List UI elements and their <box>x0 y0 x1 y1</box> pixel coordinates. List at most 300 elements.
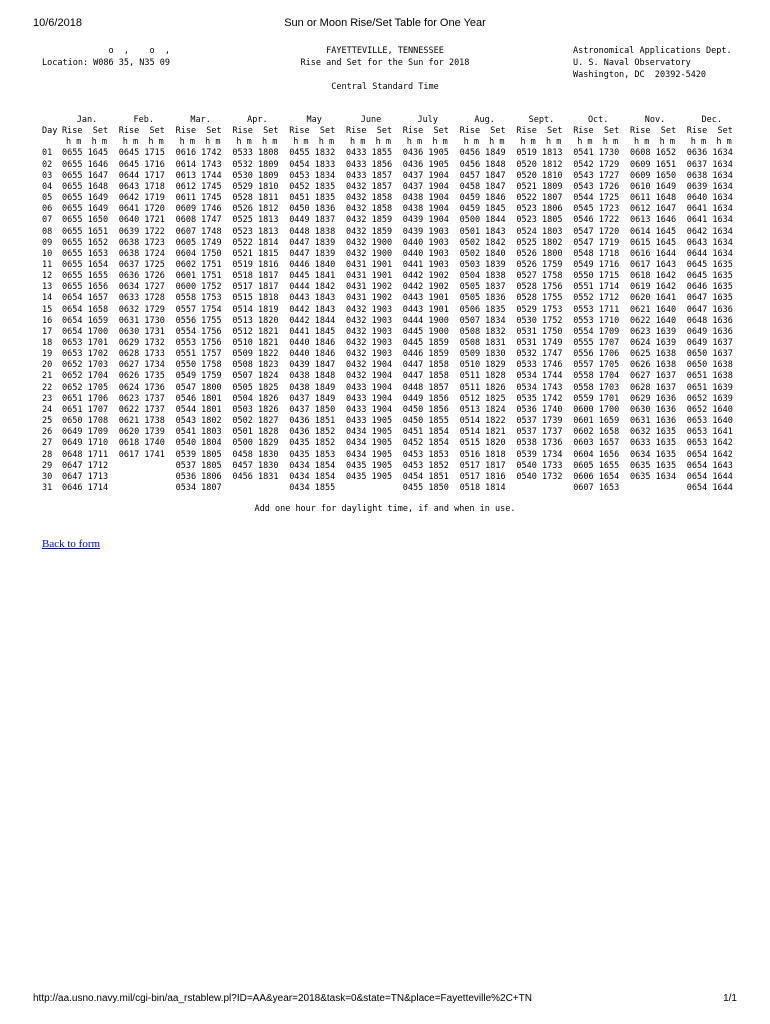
rise-set-cell: 0503 1839 <box>459 259 506 270</box>
rise-set-cell: 0532 1809 <box>232 159 279 170</box>
day-number: 11 <box>42 259 53 270</box>
rise-set-cell: 0634 1727 <box>118 282 165 293</box>
rise-set-cell: 0512 1821 <box>232 326 279 337</box>
day-number: 07 <box>42 215 53 226</box>
month-header: May <box>306 115 322 125</box>
rise-set-cell: 0653 1702 <box>62 349 109 360</box>
month-header: Apr. <box>247 115 268 125</box>
rise-set-cell: 0633 1635 <box>630 438 677 449</box>
rise-set-cell: 0432 1900 <box>346 237 393 248</box>
rise-set-cell: 0519 1813 <box>516 148 563 159</box>
rise-set-label: Rise Set <box>118 126 165 137</box>
rise-set-cell: 0621 1738 <box>118 416 165 427</box>
month-header: June <box>360 115 382 125</box>
rise-set-label: Rise Set <box>175 126 222 137</box>
rise-set-cell: 0518 1817 <box>232 271 279 282</box>
rise-set-cell: 0536 1740 <box>516 404 563 415</box>
rise-set-cell: 0652 1704 <box>62 371 109 382</box>
rise-set-cell: 0523 1806 <box>516 204 563 215</box>
rise-set-cell: 0440 1846 <box>289 338 336 348</box>
rise-set-cell: 0655 1648 <box>62 181 109 192</box>
rise-set-cell: 0435 1852 <box>289 438 336 449</box>
rise-set-cell: 0435 1905 <box>346 471 393 482</box>
rise-set-cell: 0645 1635 <box>686 259 733 270</box>
rise-set-cell: 0626 1735 <box>118 371 165 382</box>
rise-set-cell: 0505 1825 <box>232 382 279 393</box>
rise-set-cell: 0638 1723 <box>118 237 165 248</box>
rise-set-cell: 0631 1636 <box>630 416 677 427</box>
rise-set-cell: 0621 1640 <box>630 304 677 315</box>
rise-set-cell: 0432 1859 <box>346 226 393 237</box>
hm-unit-label: h m h m <box>122 137 164 148</box>
month-header: Sept. <box>528 115 555 125</box>
rise-set-cell: 0442 1902 <box>402 271 449 282</box>
rise-set-cell: 0655 1655 <box>62 271 109 282</box>
rise-set-cell: 0605 1655 <box>573 460 620 471</box>
rise-set-cell: 0655 1652 <box>62 237 109 248</box>
hm-unit-label: h m h m <box>634 137 675 148</box>
dept-line: Astronomical Applications Dept. <box>573 46 732 56</box>
rise-set-cell: 0650 1708 <box>62 416 109 427</box>
rise-set-cell: 0614 1645 <box>630 226 677 237</box>
day-number: 17 <box>42 326 53 337</box>
rise-set-cell: 0628 1637 <box>630 382 677 393</box>
rise-set-cell: 0603 1657 <box>573 438 620 449</box>
rise-set-cell: 0538 1736 <box>516 438 563 449</box>
day-number: 20 <box>42 360 53 371</box>
rise-set-cell: 0433 1904 <box>346 382 393 393</box>
rise-set-cell: 0436 1852 <box>289 427 336 438</box>
rise-set-cell: 0653 1642 <box>686 438 733 449</box>
rise-set-cell: 0458 1830 <box>232 449 279 460</box>
rise-set-cell: 0547 1720 <box>573 226 620 237</box>
rise-set-cell: 0513 1820 <box>232 315 279 326</box>
rise-set-cell: 0554 1709 <box>573 326 620 337</box>
rise-set-cell: 0617 1741 <box>118 449 165 460</box>
rise-set-cell: 0433 1857 <box>346 170 393 181</box>
rise-set-cell: 0508 1823 <box>232 360 279 371</box>
rise-set-cell: 0501 1828 <box>232 427 279 438</box>
rise-set-cell: 0551 1714 <box>573 282 620 293</box>
rise-set-cell: 0516 1818 <box>459 449 506 460</box>
rise-set-cell: 0651 1707 <box>62 404 109 415</box>
rise-set-cell: 0432 1858 <box>346 204 393 215</box>
rise-set-cell: 0620 1641 <box>630 293 677 304</box>
rise-set-cell: 0528 1756 <box>516 282 563 293</box>
rise-set-cell: 0539 1734 <box>516 449 563 460</box>
rise-set-cell: 0512 1825 <box>459 393 506 404</box>
day-number: 15 <box>42 304 53 315</box>
rise-set-cell: 0446 1840 <box>289 259 336 270</box>
rise-set-cell: 0558 1704 <box>573 371 620 382</box>
rise-set-cell: 0526 1759 <box>516 259 563 270</box>
rise-set-cell: 0517 1817 <box>459 460 506 471</box>
rise-set-cell: 0611 1745 <box>175 193 222 204</box>
rise-set-cell: 0647 1713 <box>62 471 109 482</box>
rise-set-cell: 0436 1905 <box>402 159 449 170</box>
rise-set-cell: 0443 1843 <box>289 293 336 304</box>
rise-set-cell: 0439 1847 <box>289 360 336 371</box>
rise-set-label: Rise Set <box>516 126 563 137</box>
rise-set-cell: 0534 1743 <box>516 382 563 393</box>
rise-set-cell: 0502 1827 <box>232 416 279 427</box>
rise-set-cell: 0549 1759 <box>175 371 222 382</box>
rise-set-cell: 0548 1718 <box>573 248 620 259</box>
rise-set-cell: 0653 1640 <box>686 416 733 427</box>
hm-unit-label: h m h m <box>463 137 505 148</box>
rise-set-cell: 0646 1635 <box>686 282 733 293</box>
hm-unit-label: h m h m <box>293 137 335 148</box>
rise-set-cell: 0514 1819 <box>232 304 279 315</box>
rise-set-cell: 0609 1651 <box>630 159 677 170</box>
rise-set-cell: 0447 1839 <box>289 248 336 259</box>
rise-set-cell: 0434 1905 <box>346 449 393 460</box>
rise-set-cell: 0434 1854 <box>289 471 336 482</box>
rise-set-label: Rise Set <box>459 126 506 137</box>
hm-unit-label: h m h m <box>179 137 221 148</box>
observatory-line: U. S. Naval Observatory <box>573 58 691 68</box>
rise-set-cell: 0541 1730 <box>573 148 620 159</box>
location-degree-marks: o , o , <box>42 46 170 56</box>
rise-set-cell: 0651 1639 <box>686 382 733 393</box>
rise-set-cell: 0451 1835 <box>289 193 336 204</box>
rise-set-cell: 0543 1726 <box>573 181 620 192</box>
back-to-form-link[interactable]: Back to form <box>42 538 101 550</box>
day-number: 27 <box>42 438 53 449</box>
rise-set-cell: 0436 1851 <box>289 416 336 427</box>
rise-set-cell: 0500 1829 <box>232 438 279 449</box>
rise-set-cell: 0636 1634 <box>686 148 733 159</box>
rise-set-label: Rise Set <box>232 126 279 137</box>
month-header: Nov. <box>644 115 666 125</box>
hm-unit-label: h m h m <box>406 137 448 148</box>
rise-set-cell: 0609 1650 <box>630 170 677 181</box>
rise-set-cell: 0440 1903 <box>402 248 449 259</box>
rise-set-cell: 0431 1902 <box>346 282 393 293</box>
month-header: Aug. <box>474 115 495 125</box>
rise-set-cell: 0459 1846 <box>459 193 506 204</box>
day-number: 13 <box>42 282 53 293</box>
day-number: 21 <box>42 371 53 382</box>
rise-set-cell: 0449 1837 <box>289 215 336 226</box>
day-number: 04 <box>42 181 53 192</box>
rise-set-cell: 0627 1637 <box>630 371 677 382</box>
rise-set-cell: 0450 1836 <box>289 204 336 215</box>
rise-set-cell: 0505 1836 <box>459 293 506 304</box>
rise-set-cell: 0439 1903 <box>402 226 449 237</box>
rise-set-cell: 0604 1750 <box>175 248 222 259</box>
rise-set-cell: 0445 1841 <box>289 271 336 282</box>
rise-set-cell: 0448 1857 <box>402 382 449 393</box>
rise-set-cell: 0643 1718 <box>118 181 165 192</box>
rise-set-cell: 0450 1855 <box>402 416 449 427</box>
day-number: 14 <box>42 293 53 304</box>
rise-set-cell: 0450 1856 <box>402 404 449 415</box>
rise-set-cell: 0630 1636 <box>630 404 677 415</box>
rise-set-cell: 0655 1645 <box>62 148 109 159</box>
rise-set-cell: 0622 1737 <box>118 404 165 415</box>
rise-set-cell: 0534 1744 <box>516 371 563 382</box>
rise-set-cell: 0654 1642 <box>686 449 733 460</box>
rise-set-cell: 0506 1835 <box>459 304 506 315</box>
rise-set-cell: 0642 1719 <box>118 193 165 204</box>
rise-set-label: Rise Set <box>62 126 109 137</box>
rise-set-cell: 0533 1808 <box>232 148 279 159</box>
rise-set-cell: 0437 1904 <box>402 181 449 192</box>
rise-set-cell: 0650 1637 <box>686 349 733 360</box>
print-footer <box>0 993 770 1007</box>
rise-set-cell: 0629 1732 <box>118 338 165 348</box>
rise-set-cell: 0441 1903 <box>402 259 449 270</box>
rise-set-cell: 0514 1822 <box>459 416 506 427</box>
rise-set-cell: 0438 1904 <box>402 193 449 204</box>
rise-set-cell: 0521 1815 <box>232 248 279 259</box>
rise-set-cell: 0654 1659 <box>62 315 109 326</box>
rise-set-cell: 0523 1805 <box>516 215 563 226</box>
rise-set-cell: 0456 1848 <box>459 159 506 170</box>
rise-set-cell: 0600 1700 <box>573 404 620 415</box>
rise-set-cell: 0622 1640 <box>630 315 677 326</box>
rise-set-label: Rise Set <box>573 126 620 137</box>
rise-set-cell: 0602 1658 <box>573 427 620 438</box>
month-header: Feb. <box>133 115 155 125</box>
rise-set-cell: 0612 1745 <box>175 181 222 192</box>
rise-set-cell: 0530 1809 <box>232 170 279 181</box>
rise-set-cell: 0513 1824 <box>459 404 506 415</box>
rise-set-cell: 0653 1641 <box>686 427 733 438</box>
rise-set-cell: 0539 1805 <box>175 449 222 460</box>
rise-set-cell: 0442 1844 <box>289 315 336 326</box>
page-url: http://aa.usno.navy.mil/cgi-bin/aa_rstablew.pl?ID=AA&year=2018&task=0&state=TN&place=Fayetteville%2C+TN <box>33 993 532 1004</box>
rise-set-cell: 0524 1803 <box>516 226 563 237</box>
rise-set-cell: 0547 1719 <box>573 237 620 248</box>
rise-set-cell: 0434 1855 <box>289 482 336 493</box>
rise-set-cell: 0643 1634 <box>686 237 733 248</box>
rise-set-cell: 0432 1903 <box>346 304 393 315</box>
rise-set-cell: 0617 1643 <box>630 259 677 270</box>
rise-set-cell: 0446 1859 <box>402 349 449 360</box>
rise-set-cell: 0652 1703 <box>62 360 109 371</box>
rise-set-cell: 0520 1812 <box>516 159 563 170</box>
rise-set-cell: 0433 1904 <box>346 393 393 404</box>
rise-set-cell: 0443 1901 <box>402 304 449 315</box>
rise-set-cell: 0432 1857 <box>346 181 393 192</box>
rise-set-cell: 0454 1851 <box>402 471 449 482</box>
day-number: 25 <box>42 416 53 427</box>
rise-set-cell: 0653 1701 <box>62 338 109 348</box>
rise-set-cell: 0633 1728 <box>118 293 165 304</box>
day-number: 09 <box>42 237 53 248</box>
rise-set-cell: 0619 1642 <box>630 282 677 293</box>
rise-set-cell: 0514 1821 <box>459 427 506 438</box>
rise-set-cell: 0624 1639 <box>630 338 677 348</box>
rise-set-cell: 0526 1800 <box>516 248 563 259</box>
rise-set-cell: 0640 1634 <box>686 193 733 204</box>
rise-set-cell: 0443 1901 <box>402 293 449 304</box>
rise-set-cell: 0616 1644 <box>630 248 677 259</box>
rise-set-cell: 0507 1834 <box>459 315 506 326</box>
rise-set-cell: 0639 1722 <box>118 226 165 237</box>
rise-set-cell: 0606 1654 <box>573 471 620 482</box>
rise-set-cell: 0517 1816 <box>459 471 506 482</box>
rise-set-cell: 0432 1903 <box>346 326 393 337</box>
rise-set-cell: 0436 1905 <box>402 148 449 159</box>
rise-set-cell: 0537 1739 <box>516 416 563 427</box>
day-number: 23 <box>42 393 53 404</box>
rise-set-cell: 0641 1634 <box>686 215 733 226</box>
rise-set-cell: 0625 1638 <box>630 349 677 360</box>
table-subtitle: Rise and Set for the Sun for 2018 <box>300 58 470 68</box>
rise-set-cell: 0433 1904 <box>346 404 393 415</box>
rise-set-cell: 0554 1756 <box>175 326 222 337</box>
rise-set-cell: 0444 1842 <box>289 282 336 293</box>
rise-set-cell: 0550 1715 <box>573 271 620 282</box>
rise-set-cell: 0540 1733 <box>516 460 563 471</box>
day-number: 29 <box>42 460 53 471</box>
rise-set-cell: 0521 1809 <box>516 181 563 192</box>
rise-set-cell: 0447 1858 <box>402 371 449 382</box>
rise-set-cell: 0655 1654 <box>62 259 109 270</box>
rise-set-cell: 0503 1826 <box>232 404 279 415</box>
rise-set-cell: 0644 1717 <box>118 170 165 181</box>
rise-set-cell: 0500 1844 <box>459 215 506 226</box>
rise-set-cell: 0655 1646 <box>62 159 109 170</box>
rise-set-cell: 0648 1711 <box>62 449 109 460</box>
rise-set-cell: 0537 1737 <box>516 427 563 438</box>
rise-set-cell: 0532 1747 <box>516 349 563 360</box>
month-header: Oct. <box>587 115 609 125</box>
rise-set-cell: 0504 1838 <box>459 271 506 282</box>
rise-set-cell: 0557 1705 <box>573 360 620 371</box>
rise-set-cell: 0456 1849 <box>459 148 506 159</box>
day-number: 03 <box>42 170 53 181</box>
rise-set-cell: 0634 1635 <box>630 449 677 460</box>
rise-set-cell: 0458 1847 <box>459 181 506 192</box>
rise-set-cell: 0626 1638 <box>630 360 677 371</box>
rise-set-cell: 0540 1732 <box>516 471 563 482</box>
day-number: 12 <box>42 271 53 282</box>
rise-set-cell: 0649 1709 <box>62 427 109 438</box>
rise-set-cell: 0635 1634 <box>630 471 677 482</box>
rise-set-label: Rise Set <box>630 126 677 137</box>
rise-set-cell: 0452 1835 <box>289 181 336 192</box>
hm-unit-label: h m h m <box>350 137 391 148</box>
rise-set-cell: 0556 1706 <box>573 349 620 360</box>
rise-set-cell: 0438 1849 <box>289 382 336 393</box>
rise-set-cell: 0457 1847 <box>459 170 506 181</box>
rise-set-cell: 0447 1839 <box>289 237 336 248</box>
rise-set-cell: 0536 1806 <box>175 471 222 482</box>
rise-set-cell: 0502 1842 <box>459 237 506 248</box>
rise-set-cell: 0440 1903 <box>402 237 449 248</box>
rise-set-cell: 0602 1751 <box>175 259 222 270</box>
rise-set-cell: 0535 1742 <box>516 393 563 404</box>
rise-set-cell: 0632 1635 <box>630 427 677 438</box>
day-number: 10 <box>42 248 53 259</box>
rise-set-cell: 0517 1817 <box>232 282 279 293</box>
rise-set-cell: 0646 1714 <box>62 482 109 493</box>
day-number: 31 <box>42 482 53 493</box>
rise-set-cell: 0630 1731 <box>118 326 165 337</box>
rise-set-cell: 0531 1750 <box>516 326 563 337</box>
rise-set-cell: 0629 1636 <box>630 393 677 404</box>
hm-unit-label: h m h m <box>690 137 732 148</box>
hm-unit-label: h m h m <box>577 137 619 148</box>
rise-set-cell: 0609 1746 <box>175 204 222 215</box>
rise-set-cell: 0501 1843 <box>459 226 506 237</box>
rise-set-cell: 0649 1636 <box>686 326 733 337</box>
rise-set-cell: 0511 1828 <box>459 371 506 382</box>
rise-set-cell: 0445 1859 <box>402 338 449 348</box>
rise-set-cell: 0654 1643 <box>686 460 733 471</box>
rise-set-cell: 0645 1635 <box>686 271 733 282</box>
rise-set-cell: 0546 1801 <box>175 393 222 404</box>
day-number: 02 <box>42 159 53 170</box>
rise-set-cell: 0530 1752 <box>516 315 563 326</box>
rise-set-cell: 0447 1858 <box>402 360 449 371</box>
rise-set-cell: 0451 1854 <box>402 427 449 438</box>
rise-set-cell: 0650 1638 <box>686 360 733 371</box>
rise-set-cell: 0635 1635 <box>630 460 677 471</box>
rise-set-cell: 0455 1850 <box>402 482 449 493</box>
rise-set-cell: 0627 1734 <box>118 360 165 371</box>
rise-set-cell: 0520 1810 <box>516 170 563 181</box>
rise-set-cell: 0444 1900 <box>402 315 449 326</box>
day-number: 30 <box>42 471 53 482</box>
rise-set-cell: 0527 1758 <box>516 271 563 282</box>
rise-set-cell: 0445 1900 <box>402 326 449 337</box>
day-number: 06 <box>42 204 53 215</box>
rise-set-cell: 0433 1905 <box>346 416 393 427</box>
day-number: 05 <box>42 193 53 204</box>
rise-set-cell: 0434 1854 <box>289 460 336 471</box>
rise-set-cell: 0540 1804 <box>175 438 222 449</box>
rise-set-cell: 0655 1647 <box>62 170 109 181</box>
rise-set-cell: 0523 1813 <box>232 226 279 237</box>
rise-set-cell: 0623 1737 <box>118 393 165 404</box>
print-date: 10/6/2018 <box>33 17 82 29</box>
rise-set-cell: 0432 1858 <box>346 193 393 204</box>
hm-unit-label: h m h m <box>236 137 278 148</box>
rise-set-cell: 0432 1904 <box>346 371 393 382</box>
rise-set-cell: 0546 1722 <box>573 215 620 226</box>
rise-set-cell: 0437 1849 <box>289 393 336 404</box>
rise-set-cell: 0654 1658 <box>62 304 109 315</box>
rise-set-label: Rise Set <box>686 126 733 137</box>
rise-set-cell: 0604 1656 <box>573 449 620 460</box>
rise-set-cell: 0525 1802 <box>516 237 563 248</box>
rise-set-cell: 0601 1751 <box>175 271 222 282</box>
rise-set-cell: 0612 1647 <box>630 204 677 215</box>
day-number: 26 <box>42 427 53 438</box>
rise-set-cell: 0655 1649 <box>62 193 109 204</box>
rise-set-cell: 0522 1807 <box>516 193 563 204</box>
rise-set-cell: 0541 1803 <box>175 427 222 438</box>
rise-set-cell: 0639 1634 <box>686 181 733 192</box>
print-title: Sun or Moon Rise/Set Table for One Year <box>284 17 486 29</box>
rise-set-cell: 0652 1705 <box>62 382 109 393</box>
rise-set-cell: 0651 1706 <box>62 393 109 404</box>
daylight-note-text: Add one hour for daylight time, if and when in use. <box>254 504 516 514</box>
page-number: 1/1 <box>723 993 737 1004</box>
day-number: 19 <box>42 349 53 360</box>
rise-set-cell: 0600 1752 <box>175 282 222 293</box>
rise-set-cell: 0642 1634 <box>686 226 733 237</box>
rise-set-cell: 0519 1816 <box>232 259 279 270</box>
rise-set-cell: 0647 1712 <box>62 460 109 471</box>
rise-set-cell: 0432 1900 <box>346 248 393 259</box>
rise-set-cell: 0526 1812 <box>232 204 279 215</box>
